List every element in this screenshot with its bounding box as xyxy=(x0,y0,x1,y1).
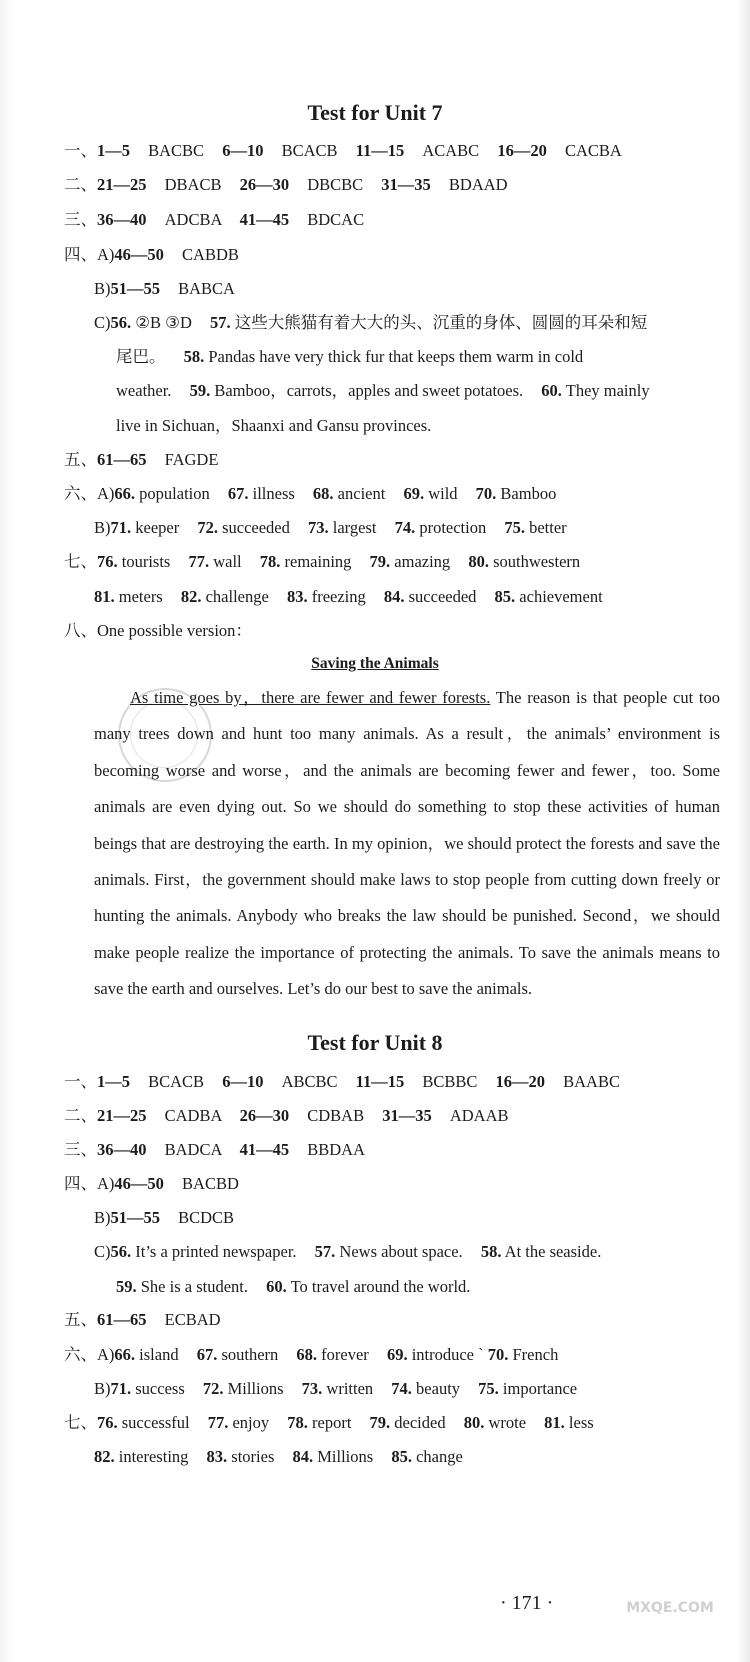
question-number: 57. xyxy=(314,1242,336,1261)
answer-value: BCBBC xyxy=(422,1072,478,1091)
unit7-section-4c-line1 xyxy=(94,313,750,333)
question-number: 67. xyxy=(196,1345,218,1364)
question-number: 81. xyxy=(544,1413,565,1432)
answer-text: At the seaside. xyxy=(504,1242,602,1261)
answer-text: population xyxy=(139,484,210,503)
unit7-section-4c-line2 xyxy=(116,347,750,367)
section-label: 二、 xyxy=(64,1106,97,1125)
question-number: 56. xyxy=(110,1242,132,1261)
unit7-section-5 xyxy=(64,450,724,470)
unit8-section-7-line2 xyxy=(94,1447,750,1467)
unit8-section-7-line1 xyxy=(64,1413,724,1433)
question-number: 84. xyxy=(292,1447,314,1466)
answer-text: ②B ③D xyxy=(135,313,192,332)
section-label: C) xyxy=(94,1242,111,1261)
range-label: 6—10 xyxy=(222,141,264,160)
range-label: 26—30 xyxy=(239,1106,290,1125)
question-number: 69. xyxy=(386,1345,408,1364)
question-number: 56. xyxy=(110,313,132,332)
answer-value: BADCA xyxy=(164,1140,222,1159)
section-label: 一、 xyxy=(64,141,97,160)
question-number: 68. xyxy=(296,1345,318,1364)
answer-text: successful xyxy=(121,1413,190,1432)
essay-title: Saving the Animals xyxy=(311,655,439,672)
question-number: 77. xyxy=(207,1413,229,1432)
essay-rest: The reason is that people cut too many trees down and hunt too many animals. As a result，the animals’ environment is becoming worse and worse，and the animals are becoming fewer and fewer，too. Some animals are even dying out. So we should do something to stop these activities of human beings that are destroying the earth. In my opinion，we should protect the forests and save the animals. First，the government should make laws to stop people from cutting down freely or hunting the animals. Anybody who breaks the law should be punished. Second，we should make people realize the importance of protecting the animals. To save the animals means to save the earth and ourselves. Let’s do our best to save the animals. xyxy=(94,688,720,999)
answer-text: succeeded xyxy=(408,587,477,606)
range-label: 26—30 xyxy=(239,175,290,194)
unit7-section-4c-line3 xyxy=(116,381,750,401)
answer-value: ACABC xyxy=(422,141,480,160)
question-number: 84. xyxy=(383,587,405,606)
question-number: 72. xyxy=(202,1379,224,1398)
question-number: 80. xyxy=(468,552,489,571)
question-number: 68. xyxy=(312,484,334,503)
answer-value: BDAAD xyxy=(448,175,508,194)
answer-text: introduce ` xyxy=(411,1345,484,1364)
unit8-section-2 xyxy=(64,1106,724,1126)
answer-text: Bamboo，carrots，apples and sweet potatoes. xyxy=(214,381,524,400)
page-number: · 171 · xyxy=(500,1592,554,1614)
answer-text: She is a student. xyxy=(140,1277,248,1296)
answer-value: ADAAB xyxy=(449,1106,509,1125)
answer-value: BBDAA xyxy=(307,1140,365,1159)
question-number: 81. xyxy=(94,587,115,606)
question-number: 58. xyxy=(183,347,205,366)
question-number: 69. xyxy=(403,484,425,503)
answer-text: weather. xyxy=(116,381,172,400)
section-label: 四、A) xyxy=(64,245,115,264)
answer-text: They mainly xyxy=(565,381,650,400)
answer-text: Bamboo xyxy=(500,484,557,503)
range-label: 36—40 xyxy=(97,1140,147,1159)
question-number: 59. xyxy=(189,381,211,400)
answer-text: forever xyxy=(321,1345,369,1364)
unit7-section-7-line2 xyxy=(94,587,750,607)
range-label: 6—10 xyxy=(222,1072,264,1091)
question-number: 83. xyxy=(286,587,308,606)
answer-text: decided xyxy=(394,1413,446,1432)
answer-text: less xyxy=(568,1413,594,1432)
unit7-section-2 xyxy=(64,175,724,195)
range-label: 31—35 xyxy=(382,1106,432,1125)
question-number: 60. xyxy=(541,381,562,400)
section-label: 五、 xyxy=(64,1310,97,1329)
answer-text: ancient xyxy=(337,484,386,503)
answer-value: BCDCB xyxy=(178,1208,235,1227)
answer-value: FAGDE xyxy=(164,450,219,469)
question-number: 85. xyxy=(391,1447,412,1466)
range-label: 11—15 xyxy=(355,1072,405,1091)
answer-text: succeeded xyxy=(222,518,290,537)
essay-first-sentence: As time goes by，there are fewer and fewer forests. xyxy=(130,688,491,707)
answer-text: 尾巴。 xyxy=(116,347,166,366)
question-number: 60. xyxy=(266,1277,287,1296)
unit7-section-6b xyxy=(94,518,750,538)
watermark-logo: MXQE.COM xyxy=(626,1600,714,1616)
question-number: 78. xyxy=(287,1413,308,1432)
answer-text: tourists xyxy=(121,552,171,571)
answer-text: report xyxy=(312,1413,352,1432)
answer-value: BACBC xyxy=(148,141,205,160)
answer-text: 这些大熊猫有着大大的头、沉重的身体、圆圆的耳朵和短 xyxy=(234,313,648,332)
answer-text: Millions xyxy=(317,1447,374,1466)
unit7-section-7-line1 xyxy=(64,552,724,572)
range-label: 61—65 xyxy=(97,450,147,469)
section-label: 四、A) xyxy=(64,1174,115,1193)
answer-text: island xyxy=(139,1345,179,1364)
section-label: 三、 xyxy=(64,210,97,229)
unit7-section-4a xyxy=(64,245,724,265)
unit8-section-6b xyxy=(94,1379,750,1399)
answer-value: DBCBC xyxy=(307,175,364,194)
unit8-section-4b xyxy=(94,1208,750,1228)
answer-text: Pandas have very thick fur that keeps them warm in cold xyxy=(208,347,584,366)
answer-value: CACBA xyxy=(564,141,622,160)
answer-text: freezing xyxy=(311,587,366,606)
unit8-section-5 xyxy=(64,1310,724,1330)
range-label: 16—20 xyxy=(497,141,547,160)
section-label: B) xyxy=(94,518,111,537)
answer-value: BDCAC xyxy=(307,210,365,229)
question-number: 85. xyxy=(494,587,516,606)
answer-text: wrote xyxy=(488,1413,527,1432)
range-label: 16—20 xyxy=(495,1072,545,1091)
question-number: 79. xyxy=(369,1413,391,1432)
unit7-section-4b xyxy=(94,279,750,299)
answer-value: BACBD xyxy=(182,1174,239,1193)
unit8-section-3 xyxy=(64,1140,724,1160)
range-label: 41—45 xyxy=(239,210,290,229)
question-number: 76. xyxy=(97,1413,118,1432)
question-number: 77. xyxy=(188,552,210,571)
unit7-section-1 xyxy=(64,141,724,161)
question-number: 66. xyxy=(114,484,136,503)
question-number: 82. xyxy=(180,587,202,606)
answer-text: southwestern xyxy=(493,552,581,571)
answer-text: interesting xyxy=(118,1447,189,1466)
question-number: 79. xyxy=(369,552,391,571)
range-label: 41—45 xyxy=(239,1140,290,1159)
answer-text: remaining xyxy=(284,552,352,571)
section-label: 五、 xyxy=(64,450,97,469)
question-number: 70. xyxy=(475,484,497,503)
essay-body xyxy=(94,680,720,1008)
range-label: 46—50 xyxy=(114,1174,164,1193)
answer-text: meters xyxy=(118,587,163,606)
question-number: 58. xyxy=(480,1242,502,1261)
question-number: 76. xyxy=(97,552,118,571)
section-label: 八、 xyxy=(64,621,97,640)
unit8-section-4c-line1 xyxy=(94,1242,750,1262)
range-label: 1—5 xyxy=(97,141,130,160)
answer-value: BCACB xyxy=(281,141,338,160)
question-number: 72. xyxy=(197,518,218,537)
answer-text: largest xyxy=(332,518,377,537)
unit7-section-3 xyxy=(64,210,724,230)
question-number: 80. xyxy=(463,1413,485,1432)
question-number: 73. xyxy=(301,1379,323,1398)
unit7-section-8 xyxy=(64,621,724,641)
unit7-section-4c-line4 xyxy=(116,416,750,436)
answer-text: amazing xyxy=(394,552,451,571)
answer-text: written xyxy=(326,1379,374,1398)
question-number: 78. xyxy=(259,552,281,571)
answer-text: success xyxy=(135,1379,185,1398)
unit8-title: Test for Unit 8 xyxy=(307,1030,443,1055)
range-label: 51—55 xyxy=(110,1208,160,1227)
question-number: 71. xyxy=(110,1379,132,1398)
section-label: 一、 xyxy=(64,1072,97,1091)
section-label: 三、 xyxy=(64,1140,97,1159)
answer-text: southern xyxy=(221,1345,279,1364)
question-number: 73. xyxy=(308,518,329,537)
question-number: 74. xyxy=(394,518,416,537)
answer-text: better xyxy=(529,518,567,537)
answer-text: protection xyxy=(419,518,487,537)
range-label: 21—25 xyxy=(97,1106,147,1125)
answer-text: wall xyxy=(213,552,242,571)
section-label: 六、A) xyxy=(64,1345,115,1364)
answer-text: stories xyxy=(231,1447,275,1466)
range-label: 36—40 xyxy=(97,210,147,229)
question-number: 75. xyxy=(504,518,525,537)
answer-text: One possible version： xyxy=(97,621,252,640)
answer-text: News about space. xyxy=(339,1242,463,1261)
unit8-section-1 xyxy=(64,1072,724,1092)
section-label: 六、A) xyxy=(64,484,115,503)
question-number: 70. xyxy=(487,1345,509,1364)
answer-value: ABCBC xyxy=(281,1072,338,1091)
range-label: 1—5 xyxy=(97,1072,130,1091)
section-label: 七、 xyxy=(64,552,97,571)
question-number: 82. xyxy=(94,1447,115,1466)
answer-text: change xyxy=(416,1447,463,1466)
answer-value: BAABC xyxy=(563,1072,620,1091)
answer-value: CADBA xyxy=(164,1106,222,1125)
unit8-section-6a xyxy=(64,1345,724,1365)
answer-text: Millions xyxy=(227,1379,284,1398)
section-label: B) xyxy=(94,1208,111,1227)
answer-text: keeper xyxy=(135,518,180,537)
section-label: 七、 xyxy=(64,1413,97,1432)
question-number: 71. xyxy=(110,518,132,537)
answer-value: CABDB xyxy=(182,245,239,264)
answer-text: To travel around the world. xyxy=(290,1277,471,1296)
section-label: C) xyxy=(94,313,111,332)
range-label: 46—50 xyxy=(114,245,164,264)
question-number: 59. xyxy=(116,1277,137,1296)
answer-value: DBACB xyxy=(164,175,222,194)
answer-text: enjoy xyxy=(232,1413,270,1432)
answer-text: live in Sichuan，Shaanxi and Gansu provinces. xyxy=(116,416,432,435)
answer-value: BABCA xyxy=(178,279,235,298)
range-label: 11—15 xyxy=(355,141,405,160)
question-number: 66. xyxy=(114,1345,136,1364)
unit8-section-4a xyxy=(64,1174,724,1194)
answer-text: illness xyxy=(252,484,295,503)
range-label: 61—65 xyxy=(97,1310,147,1329)
answer-text: French xyxy=(512,1345,559,1364)
answer-text: achievement xyxy=(519,587,603,606)
range-label: 21—25 xyxy=(97,175,147,194)
answer-value: ECBAD xyxy=(164,1310,221,1329)
section-label: 二、 xyxy=(64,175,97,194)
section-label: B) xyxy=(94,1379,111,1398)
unit7-section-6a xyxy=(64,484,724,504)
unit8-section-4c-line2 xyxy=(116,1277,750,1297)
answer-text: beauty xyxy=(416,1379,461,1398)
unit7-title: Test for Unit 7 xyxy=(307,100,443,125)
range-label: 31—35 xyxy=(381,175,431,194)
range-label: 51—55 xyxy=(110,279,160,298)
question-number: 57. xyxy=(210,313,231,332)
question-number: 67. xyxy=(227,484,249,503)
answer-text: importance xyxy=(502,1379,578,1398)
answer-text: challenge xyxy=(205,587,269,606)
answer-value: ADCBA xyxy=(164,210,222,229)
answer-value: CDBAB xyxy=(307,1106,365,1125)
question-number: 74. xyxy=(391,1379,412,1398)
question-number: 75. xyxy=(478,1379,499,1398)
section-label: B) xyxy=(94,279,111,298)
question-number: 83. xyxy=(206,1447,228,1466)
answer-value: BCACB xyxy=(148,1072,205,1091)
answer-text: It’s a printed newspaper. xyxy=(135,1242,297,1261)
answer-text: wild xyxy=(428,484,458,503)
